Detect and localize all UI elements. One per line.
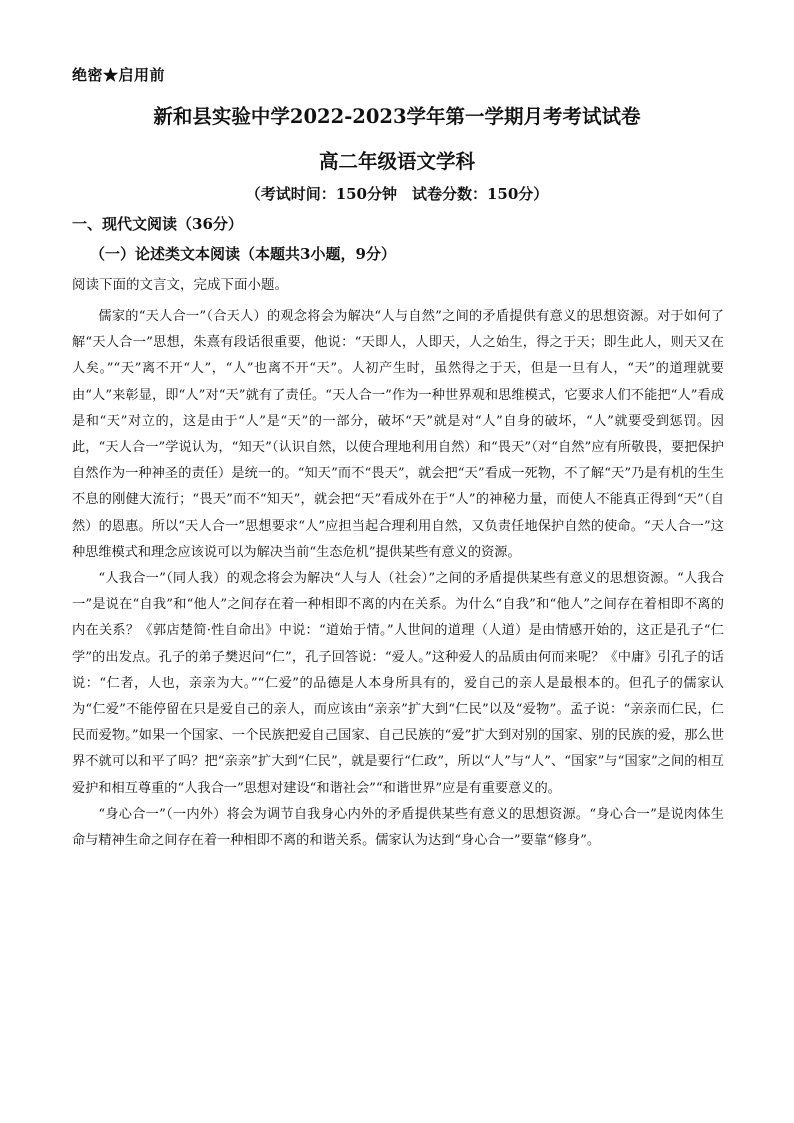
reading-instruction: 阅读下面的文言文，完成下面小题。 bbox=[72, 277, 288, 293]
part-heading: 一、现代文阅读（36分） bbox=[72, 215, 243, 233]
article-paragraph: 儒家的“天人合一”（合天人）的观念将会为解决“人与自然”之间的矛盾提供有意义的思想资源。对于如何了解“天人合一”思想，朱熹有段话很重要，他说：“天即人，人即天，人之始生，得之于天；即生此人，则天又在人矣。”“天”离不开“人”，“人”也离不开“天”。人初产生时，虽然得之于天，但是一旦有人，“天”的道理就要由“人”来彰显，即“人”对“天”就有了责任。“天人合一”作为一种世界观和思维模式，它要求人们不能把“人”看成是和“天”对立的，这是由于“人”是“天”的一部分，破坏“天”就是对“人”自身的破坏，“人”就要受到惩罚。因此，“天人合一”学说认为，“知天”（认识自然，以使合理地利用自然）和“畏天”（对“自然”应有所敬畏，要把保护自然作为一种神圣的责任）是统一的。“知天”而不“畏天”，就会把“天”看成一死物，不了解“天”乃是有机的生生不息的刚健大流行；“畏天”而不“知天”，就会把“天”看成外在于“人”的神秘力量，而使人不能真正得到“天”（自然）的恩惠。所以“天人合一”思想要求“人”应担当起合理利用自然，又负责任地保护自然的使命。“天人合一”这种思维模式和理念应该说可以为解决当前“生态危机”提供某些有意义的资源。 bbox=[72, 309, 724, 560]
article-paragraph: “人我合一”（同人我）的观念将会为解决“人与人（社会）”之间的矛盾提供某些有意义的思想资源。“人我合一”是说在“自我”和“他人”之间存在着一种相即不离的内在关系。为什么“自我”和“他人”之间存在着相即不离的内在关系？《郭店楚简·性自命出》中说：“道始于情。”人世间的道理（人道）是由情感开始的，这正是孔子“仁学”的出发点。孔子的弟子樊迟问“仁”，孔子回答说：“爱人。”这种爱人的品质由何而来呢？《中庸》引孔子的话说：“仁者，人也，亲亲为大。”“仁爱”的品德是人本身所具有的，爱自己的亲人是最根本的。但孔子的儒家认为“仁爱”不能停留在只是爱自己的亲人，而应该由“亲亲”扩大到“仁民”以及“爱物”。孟子说：“亲亲而仁民，仁民而爱物。”如果一个国家、一个民族把爱自己国家、自己民族的“爱”扩大到对别的国家、别的民族的爱，那么世界不就可以和平了吗？把“亲亲”扩大到“仁民”，就是要行“仁政”，所以“人”与“人”、“国家”与“国家”之间的相互爱护和相互尊重的“人我合一”思想对建设“和谐社会”“和谐世界”应是有重要意义的。 bbox=[72, 571, 724, 796]
article-paragraph: “身心合一”（一内外）将会为调节自我身心内外的矛盾提供某些有意义的思想资源。“身心合一”是说肉体生命与精神生命之间存在着一种相即不离的和谐关系。儒家认为达到“身心合一”要靠“修身”。 bbox=[72, 806, 724, 849]
exam-info: （考试时间：150分钟 试卷分数：150分） bbox=[245, 185, 549, 203]
exam-title: 新和县实验中学2022-2023学年第一学期月考考试试卷 bbox=[153, 105, 641, 128]
secret-mark: 绝密★启用前 bbox=[72, 66, 166, 84]
subsection-heading: （一）论述类文本阅读（本题共3小题，9分） bbox=[90, 245, 396, 263]
article-body bbox=[72, 304, 724, 854]
exam-subtitle: 高二年级语文学科 bbox=[318, 150, 475, 173]
